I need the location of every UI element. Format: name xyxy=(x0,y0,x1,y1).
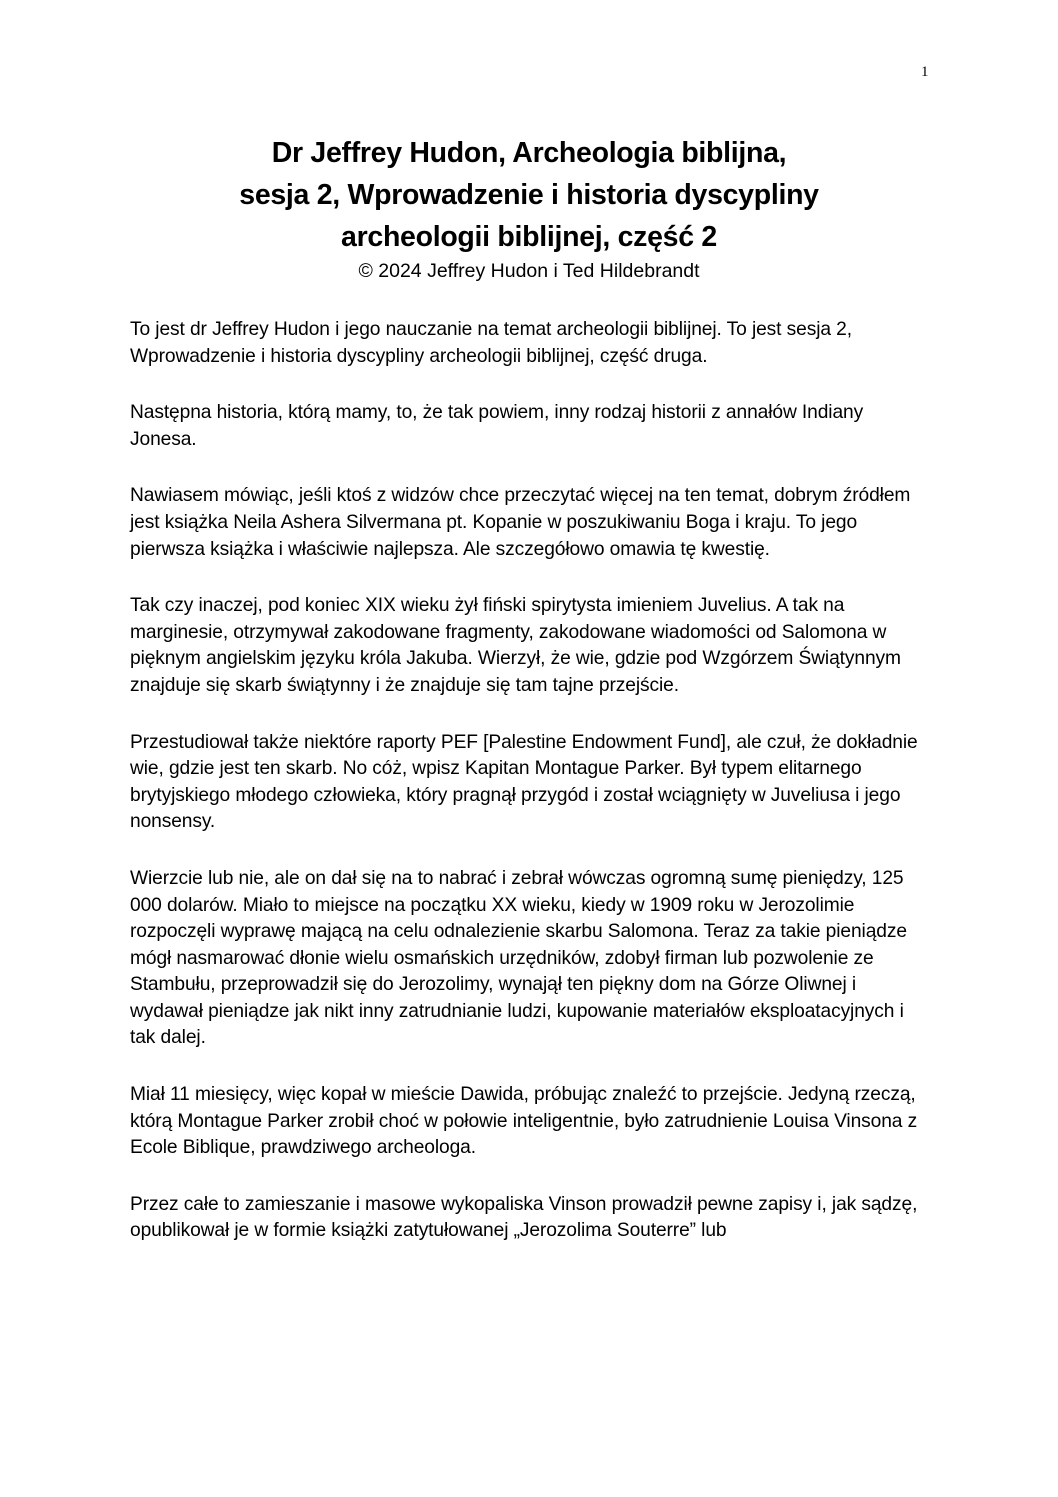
paragraph: Wierzcie lub nie, ale on dał się na to nabrać i zebrał wówczas ogromną sumę pieniędzy, 125 000 dolarów. Miało to miejsce na początku XX wieku, kiedy w 1909 roku w Jerozolimie rozpoczęli wyprawę mającą na celu odnalezienie skarbu Salomona. Teraz za takie pieniądze mógł nasmarować dłonie wielu osmańskich urzędników, zdobył firman lub pozwolenie ze Stambułu, przeprowadził się do Jerozolimy, wynajął ten piękny dom na Górze Oliwnej i wydawał pieniądze jak nikt inny zatrudnianie ludzi, kupowanie materiałów eksploatacyjnych i tak dalej. xyxy=(130,867,907,1049)
document-title xyxy=(130,132,928,258)
paragraph: Miał 11 miesięcy, więc kopał w mieście Dawida, próbując znaleźć to przejście. Jedyną rzeczą, którą Montague Parker zrobił choć w połowie inteligentnie, było zatrudnienie Louisa Vinsona z Ecole Biblique, prawdziwego archeologa. xyxy=(130,1084,918,1159)
document-header xyxy=(130,132,928,284)
copyright-line: © 2024 Jeffrey Hudon i Ted Hildebrandt xyxy=(358,260,700,282)
paragraph: Tak czy inaczej, pod koniec XIX wieku żył fiński spirytysta imieniem Juvelius. A tak na marginesie, otrzymywał zakodowane fragmenty, zakodowane wiadomości od Salomona w pięknym angielskim języku króla Jakuba. Wierzył, że wie, gdzie pod Wzgórzem Świątynnym znajduje się skarb świątynny i że znajduje się tam tajne przejście. xyxy=(130,595,901,696)
paragraph: Przestudiował także niektóre raporty PEF [Palestine Endowment Fund], ale czuł, że dokładnie wie, gdzie jest ten skarb. No cóż, wpisz Kapitan Montague Parker. Był typem elitarnego brytyjskiego młodego człowieka, który pragnął przygód i został wciągnięty w Juveliusa i jego nonsensy. xyxy=(130,731,918,833)
document-body xyxy=(130,317,930,1275)
title-line: archeologii biblijnej, część 2 xyxy=(341,221,717,253)
title-line: sesja 2, Wprowadzenie i historia dyscypliny xyxy=(239,179,819,211)
page-number: 1 xyxy=(921,64,929,80)
title-line: Dr Jeffrey Hudon, Archeologia biblijna, xyxy=(271,137,787,169)
paragraph: Nawiasem mówiąc, jeśli ktoś z widzów chce przeczytać więcej na ten temat, dobrym źródłem jest książka Neila Ashera Silvermana pt. Kopanie w poszukiwaniu Boga i kraju. To jego pierwsza książka i właściwie najlepsza. Ale szczegółowo omawia tę kwestię. xyxy=(130,485,911,560)
paragraph: Następna historia, którą mamy, to, że tak powiem, inny rodzaj historii z annałów Indiany Jonesa. xyxy=(130,402,864,450)
paragraph: To jest dr Jeffrey Hudon i jego nauczanie na temat archeologii biblijnej. To jest sesja 2, Wprowadzenie i historia dyscypliny archeologii biblijnej, część druga. xyxy=(130,319,852,367)
paragraph: Przez całe to zamieszanie i masowe wykopaliska Vinson prowadził pewne zapisy i, jak sądzę, opublikował je w formie książki zatytułowanej „Jerozolima Souterre” lub xyxy=(130,1193,918,1242)
